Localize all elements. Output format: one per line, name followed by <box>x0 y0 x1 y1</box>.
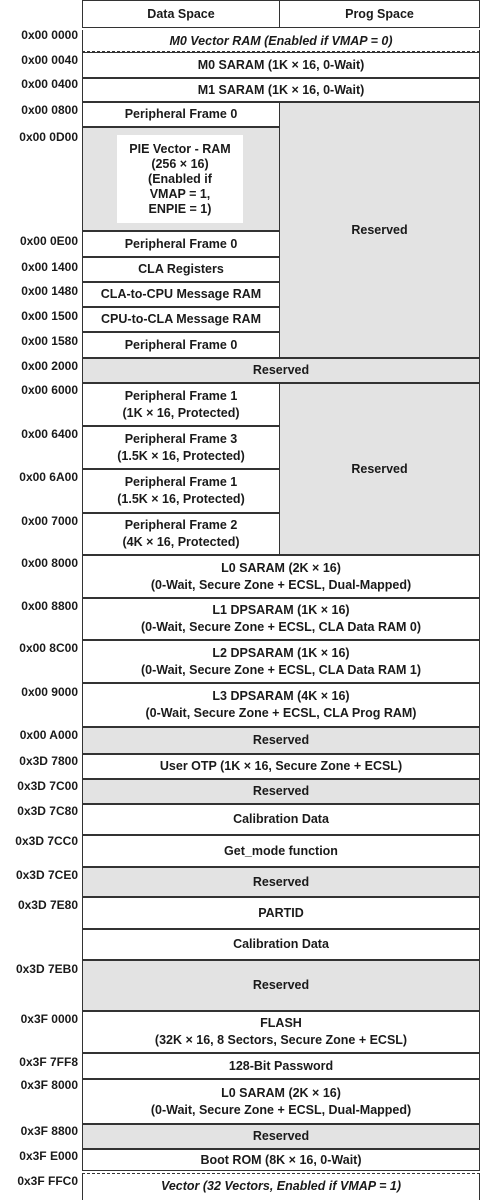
block-31-reserved-label: Reserved <box>252 1129 310 1143</box>
block-11-peripheral-frame-1-1k-16-protected <box>82 383 280 426</box>
block-32-boot-rom-8k-16-0-wait-label: Boot ROM (8K × 16, 0-Wait) <box>200 1152 362 1167</box>
address-label: 0x3D 7800 <box>19 754 78 768</box>
address-label: 0x00 7000 <box>21 514 78 528</box>
block-17-l2-dpsaram-1k-16-0-wait-secure-zone-ecsl <box>82 640 480 683</box>
block-10-reserved-label: Reserved <box>252 363 310 377</box>
address-label: 0x3D 7C00 <box>17 779 78 793</box>
address-label: 0x00 1480 <box>21 284 78 298</box>
block-27-reserved <box>82 960 480 1011</box>
block-18-l3-dpsaram-4k-16-0-wait-secure-zone-ecsl-label: L3 DPSARAM (4K × 16) (0-Wait, Secure Zone + ECSL, CLA Prog RAM) <box>145 689 417 720</box>
address-label: 0x00 8800 <box>21 599 78 613</box>
block-1-m0-saram-1k-16-0-wait-label: M0 SARAM (1K × 16, 0-Wait) <box>197 57 365 72</box>
block-16-l1-dpsaram-1k-16-0-wait-secure-zone-ecsl <box>82 598 480 640</box>
block-28-flash-32k-16-8-sectors-secure-zone-ecsl-label: FLASH (32K × 16, 8 Sectors, Secure Zone + ECSL) <box>154 1016 408 1047</box>
block-25-partid <box>82 897 480 929</box>
block-22-calibration-data-label: Calibration Data <box>233 812 329 826</box>
address-label: 0x3D 7EB0 <box>15 962 78 976</box>
block-13-peripheral-frame-1-1-5k-16-protected-label: Peripheral Frame 1 (1.5K × 16, Protected) <box>117 475 245 506</box>
block-12-peripheral-frame-3-1-5k-16-protected-label: Peripheral Frame 3 (1.5K × 16, Protected) <box>117 431 245 463</box>
prog-reserved-1 <box>279 102 480 358</box>
block-9-peripheral-frame-0-label: Peripheral Frame 0 <box>124 337 238 352</box>
block-7-cla-to-cpu-message-ram-label: CLA-to-CPU Message RAM <box>100 287 262 301</box>
header-prog-space <box>279 0 480 28</box>
address-label: 0x00 1500 <box>21 309 78 323</box>
block-5-peripheral-frame-0-label: Peripheral Frame 0 <box>124 236 238 251</box>
address-label: 0x00 9000 <box>21 685 78 699</box>
block-20-user-otp-1k-16-secure-zone-ecsl-label: User OTP (1K × 16, Secure Zone + ECSL) <box>159 759 403 773</box>
address-label: 0x00 6000 <box>21 383 78 397</box>
vector-ram-dashed-boundary <box>82 51 480 52</box>
block-29-128-bit-password-label: 128-Bit Password <box>228 1058 334 1073</box>
address-label: 0x3F 8000 <box>20 1078 78 1092</box>
address-label: 0x3F E000 <box>19 1149 78 1163</box>
address-label: 0x3D 7CC0 <box>15 834 78 848</box>
address-label: 0x00 6400 <box>21 427 78 441</box>
prog-reserved-1-label: Reserved <box>351 222 408 237</box>
block-25-partid-label: PARTID <box>258 905 304 920</box>
address-label: 0x3D 7CE0 <box>15 868 78 882</box>
block-33-vector-32-vectors-enabled-if-vmap-1-label: Vector (32 Vectors, Enabled if VMAP = 1) <box>160 1179 401 1193</box>
block-18-l3-dpsaram-4k-16-0-wait-secure-zone-ecsl <box>82 683 480 727</box>
block-8-cpu-to-cla-message-ram-label: CPU-to-CLA Message RAM <box>101 312 261 326</box>
block-19-reserved-label: Reserved <box>252 733 310 747</box>
block-5-peripheral-frame-0 <box>82 231 280 257</box>
block-7-cla-to-cpu-message-ram <box>82 282 280 307</box>
block-13-peripheral-frame-1-1-5k-16-protected <box>82 469 280 513</box>
block-15-l0-saram-2k-16-0-wait-secure-zone-ecsl-d-label: L0 SARAM (2K × 16) (0-Wait, Secure Zone + ECSL, Dual-Mapped) <box>150 560 412 592</box>
address-label: 0x00 8C00 <box>19 641 78 655</box>
address-label: 0x00 0000 <box>21 28 78 42</box>
prog-reserved-2 <box>279 383 480 555</box>
block-21-reserved <box>82 779 480 804</box>
header-data-space <box>82 0 280 28</box>
block-27-reserved-label: Reserved <box>252 978 310 992</box>
block-26-calibration-data <box>82 929 480 960</box>
block-26-calibration-data-label: Calibration Data <box>233 937 329 951</box>
boot-vector-dashed-boundary <box>82 1173 480 1174</box>
address-label: 0x3F 0000 <box>20 1012 78 1026</box>
address-label: 0x3D 7E80 <box>17 898 78 912</box>
address-label: 0x00 2000 <box>21 359 78 373</box>
block-14-peripheral-frame-2-4k-16-protected <box>82 513 280 555</box>
block-11-peripheral-frame-1-1k-16-protected-label: Peripheral Frame 1 (1K × 16, Protected) <box>122 388 240 420</box>
block-0-m0-vector-ram-enabled-if-vmap-0-label: M0 Vector RAM (Enabled if VMAP = 0) <box>169 33 393 48</box>
address-label: 0x3F 7FF8 <box>19 1055 78 1069</box>
block-16-l1-dpsaram-1k-16-0-wait-secure-zone-ecsl-label: L1 DPSARAM (1K × 16) (0-Wait, Secure Zone + ECSL, CLA Data RAM 0) <box>140 603 422 634</box>
block-8-cpu-to-cla-message-ram <box>82 307 280 332</box>
address-label: 0x00 0040 <box>21 53 78 67</box>
block-2-m1-saram-1k-16-0-wait-label: M1 SARAM (1K × 16, 0-Wait) <box>197 82 365 97</box>
address-label: 0x00 6A00 <box>19 470 78 484</box>
block-12-peripheral-frame-3-1-5k-16-protected <box>82 426 280 469</box>
block-33-vector-32-vectors-enabled-if-vmap-1 <box>82 1173 480 1200</box>
block-23-get-mode-function <box>82 835 480 867</box>
prog-reserved-2-label: Reserved <box>351 461 408 476</box>
address-label: 0x00 0D00 <box>19 130 78 144</box>
header-data-space-label: Data Space <box>147 6 215 21</box>
block-0-m0-vector-ram-enabled-if-vmap-0 <box>82 30 480 52</box>
address-label: 0x3F FFC0 <box>17 1174 78 1188</box>
block-30-l0-saram-2k-16-0-wait-secure-zone-ecsl-d-label: L0 SARAM (2K × 16) (0-Wait, Secure Zone + ECSL, Dual-Mapped) <box>150 1085 412 1117</box>
block-9-peripheral-frame-0 <box>82 332 280 358</box>
block-22-calibration-data <box>82 804 480 835</box>
block-15-l0-saram-2k-16-0-wait-secure-zone-ecsl-d <box>82 555 480 598</box>
address-label: 0x3D 7C80 <box>17 804 78 818</box>
address-label: 0x00 1400 <box>21 260 78 274</box>
block-24-reserved <box>82 867 480 897</box>
header-prog-space-label: Prog Space <box>345 6 414 21</box>
block-pie-vector-ram <box>117 135 243 223</box>
address-label: 0x00 0E00 <box>19 234 78 248</box>
address-label: 0x00 A000 <box>19 728 78 742</box>
address-label: 0x00 8000 <box>21 556 78 570</box>
address-label: 0x3F 8800 <box>20 1124 78 1138</box>
block-3-peripheral-frame-0 <box>82 102 280 127</box>
block-24-reserved-label: Reserved <box>252 874 310 889</box>
block-pie-vector-ram-label: PIE Vector - RAM (256 × 16) (Enabled if VMAP = 1, ENPIE = 1) <box>129 141 231 216</box>
block-2-m1-saram-1k-16-0-wait <box>82 78 480 102</box>
block-21-reserved-label: Reserved <box>252 784 310 798</box>
block-31-reserved <box>82 1124 480 1149</box>
block-20-user-otp-1k-16-secure-zone-ecsl <box>82 754 480 779</box>
block-29-128-bit-password <box>82 1053 480 1079</box>
block-10-reserved <box>82 358 480 383</box>
block-23-get-mode-function-label: Get_mode function <box>224 843 338 858</box>
block-6-cla-registers-label: CLA Registers <box>138 262 224 276</box>
block-30-l0-saram-2k-16-0-wait-secure-zone-ecsl-d <box>82 1079 480 1124</box>
address-label: 0x00 0800 <box>21 103 78 117</box>
block-32-boot-rom-8k-16-0-wait <box>82 1149 480 1171</box>
block-17-l2-dpsaram-1k-16-0-wait-secure-zone-ecsl-label: L2 DPSARAM (1K × 16) (0-Wait, Secure Zone + ECSL, CLA Data RAM 1) <box>140 645 422 677</box>
block-3-peripheral-frame-0-label: Peripheral Frame 0 <box>124 107 238 121</box>
block-19-reserved <box>82 727 480 754</box>
address-label: 0x00 1580 <box>21 334 78 348</box>
block-1-m0-saram-1k-16-0-wait <box>82 52 480 78</box>
block-14-peripheral-frame-2-4k-16-protected-label: Peripheral Frame 2 (4K × 16, Protected) <box>122 518 240 549</box>
block-28-flash-32k-16-8-sectors-secure-zone-ecsl <box>82 1011 480 1053</box>
address-label: 0x00 0400 <box>21 77 78 91</box>
block-6-cla-registers <box>82 257 280 282</box>
